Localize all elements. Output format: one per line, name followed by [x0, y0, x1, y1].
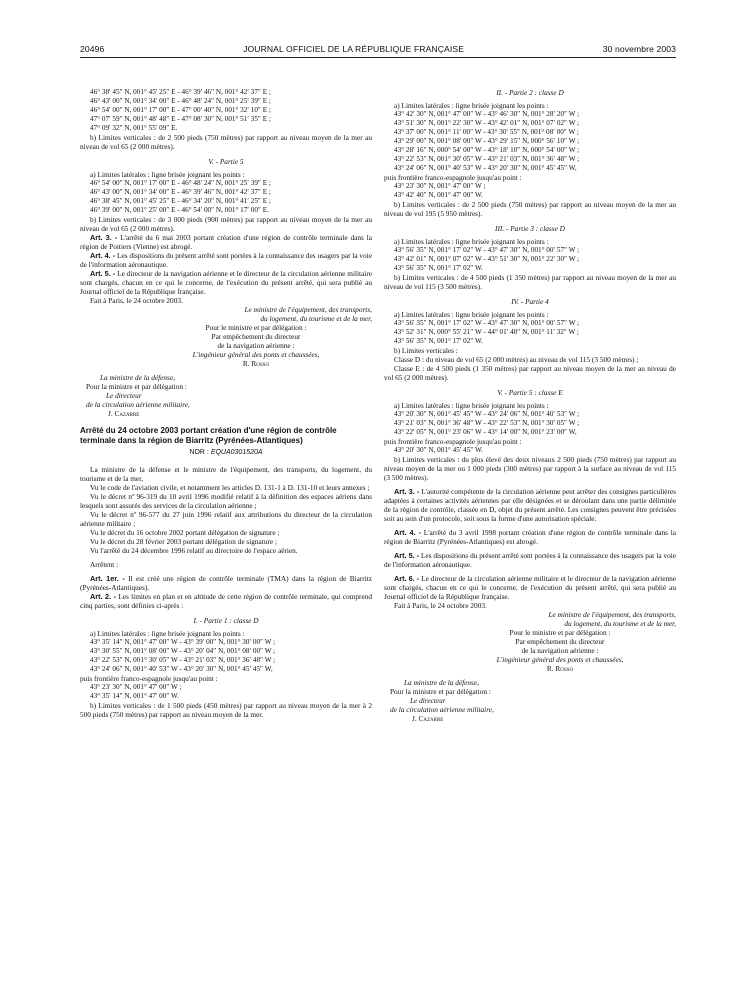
coord-line: 43° 42′ 01″ N, 001° 07′ 02″ W - 43° 51′ 30″ N, 001° 22′ 30″ W ; — [394, 255, 580, 263]
section-heading: IV. - Partie 4 — [511, 297, 549, 306]
signature-delegation: Pour le ministre et par délégation : Par empêchement du directeur de la navigation aérienne : L'ingénieur général des ponts et chaussées, R. Rosso — [384, 628, 676, 673]
section-heading: II. - Partie 2 : classe D — [496, 88, 564, 97]
signature-delegation: Pour le ministre et par délégation : Par empêchement du directeur de la navigation aérienne : L'ingénieur général des ponts et chaussées, R. Rosso — [80, 323, 372, 368]
page-header — [80, 44, 676, 58]
coord-line: 43° 37′ 00″ N, 001° 11′ 00″ W - 43° 30′ 55″ N, 001° 08′ 00″ W ; — [394, 128, 579, 136]
journal-title: JOURNAL OFFICIEL DE LA RÉPUBLIQUE FRANÇAISE — [243, 44, 465, 54]
signature-block-minister: Le ministre de l'équipement, des transports, du logement, du tourisme et de la mer, — [244, 305, 372, 323]
vertical-limits: b) Limites verticales : de 3 000 pieds (900 mètres) par rapport au niveau moyen de la mer au niveau de vol 65 (2 000 mètres). — [80, 215, 372, 233]
section-heading: V. - Partie 5 : classe E — [497, 388, 563, 397]
lateral-limits: a) Limites latérales : ligne brisée joignant les points : — [90, 170, 245, 179]
coord-line: 43° 28′ 16″ N, 000° 54′ 00″ W - 43° 18′ 10″ N, 000° 54′ 00″ W ; — [394, 146, 580, 154]
coord-line: 46° 43′ 00″ N, 001° 34′ 00″ E - 46° 39′ 46″ N, 001° 42′ 37″ E ; — [90, 188, 271, 196]
frontier-line: puis frontière franco-espagnole jusqu'au point : — [384, 173, 522, 182]
section-heading: I. - Partie 1 : classe D — [193, 616, 259, 625]
coord-line: 43° 56′ 35″ N, 001° 17′ 02″ W - 43° 47′ 30″ N, 001° 00′ 57″ W ; — [394, 246, 580, 254]
coord-line: 43° 22′ 53″ N, 001° 30′ 05″ W - 43° 21′ 03″ N, 001° 36′ 48″ W ; — [90, 656, 276, 664]
coord-line: 43° 35′ 14″ N, 001° 47′ 00″ W - 43° 39′ 00″ N, 001° 30′ 00″ W ; — [90, 638, 276, 646]
coord-line: 43° 56′ 35″ N, 001° 17′ 02″ W - 43° 47′ 30″ N, 001° 00′ 57″ W ; — [394, 319, 580, 327]
article-4: Art. 4. - L'arrêté du 3 avril 1998 portant création d'une région de contrôle terminale dans la région de Biarritz (Pyrénées-Atlantiques) est abrogé. — [384, 528, 677, 546]
coord-line: 43° 24′ 06″ N, 001° 40′ 53″ W - 43° 20′ 30″ N, 001° 45′ 45″ W, — [90, 665, 273, 673]
decree-intro: La ministre de la défense et le ministre de l'équipement, des transports, du logement, du tourisme et de la mer, — [80, 465, 372, 483]
article-2: Art. 2. - Les limites en plan et en altitude de cette région de contrôle terminale, qui comprend cinq parties, sont définies ci-après : — [80, 592, 373, 610]
coord-line: 43° 51′ 30″ N, 001° 22′ 30″ W - 43° 42′ 01″ N, 001° 07′ 02″ W ; — [394, 119, 580, 127]
coord-list — [384, 446, 676, 455]
coord-line: 43° 20′ 30″ N, 001° 45′ 45″ W - 43° 24′ 06″ N, 001° 40′ 53″ W ; — [394, 410, 580, 418]
coord-line: 46° 54′ 00″ N, 001° 17′ 00″ E - 47° 00′ 40″ N, 001° 32′ 10″ E ; — [90, 106, 271, 114]
page-number: 20496 — [80, 44, 105, 54]
visa: Vu le code de l'aviation civile, et notamment les articles D. 131-1 à D. 131-10 et leurs annexes ; — [90, 483, 370, 492]
visa: Vu le décret du 28 février 2003 portant délégation de signature ; — [90, 537, 277, 546]
article-5: Art. 5. - Le directeur de la navigation aérienne et le directeur de la circulation aérienne militaire sont chargés, chacun en ce qui le concerne, de l'exécution du présent arrêté, qui sera publié au Journal officiel de la République française. — [80, 269, 372, 296]
coord-list — [80, 88, 372, 133]
lateral-limits: a) Limites latérales : ligne brisée joignant les points : — [90, 629, 245, 638]
decree-title: Arrêté du 24 octobre 2003 portant création d'une région de contrôle terminale dans la région de Biarritz (Pyrénées-Atlantiques) — [80, 426, 337, 445]
coord-line: 43° 56′ 35″ N, 001° 17′ 02″ W. — [394, 264, 483, 272]
coord-line: 43° 23′ 30″ N, 001° 47′ 00″ W ; — [394, 182, 486, 190]
visa: Vu le décret nº 96-319 du 10 avril 1996 modifié relatif à la définition des espaces aériens dans lesquels sont assurés des services de la circulation aérienne ; — [80, 492, 372, 510]
class-e: Classe E : de 4 500 pieds (1 350 mètres) par rapport au niveau moyen de la mer au niveau de vol 65 (2 000 mètres). — [384, 364, 676, 382]
signature-date: Fait à Paris, le 24 octobre 2003. — [394, 601, 487, 610]
coord-list — [384, 182, 676, 200]
article-6: Art. 6. - Le directeur de la circulation aérienne militaire et le directeur de la navigation aérienne sont chargés, chacun en ce qui le concerne, de l'exécution du présent arrêté, qui sera publié au Journal officiel de la République française. — [384, 574, 676, 601]
section-heading: III. - Partie 3 : classe D — [495, 224, 565, 233]
coord-list — [384, 410, 676, 437]
coord-list — [80, 179, 372, 215]
nor-reference: NOR : EQUA0301520A — [189, 449, 263, 456]
coord-line: 43° 24′ 06″ N, 001° 40′ 53″ W - 43° 20′ 30″ N, 001° 45′ 45″ W, — [394, 164, 577, 172]
vertical-limits: b) Limites verticales : — [394, 346, 458, 355]
article-1: Art. 1er. - Il est créé une région de contrôle terminale (TMA) dans la région de Biarritz (Pyrénées-Atlantiques). — [80, 574, 372, 592]
vertical-limits: b) Limites verticales : de 4 500 pieds (1 350 mètres) par rapport au niveau moyen de la mer au niveau de vol 115 (3 500 mètres). — [384, 273, 676, 291]
signature-block-minister: Le ministre de l'équipement, des transports, du logement, du tourisme et de la mer, — [548, 610, 676, 628]
vertical-limits: b) Limites verticales : du plus élevé des deux niveaux 2 500 pieds (750 mètres) par rapport au niveau moyen de la mer ou 1 000 pieds (300 mètres) par rapport à la surface au niveau de vol 115 (3 500 mètres). — [384, 455, 676, 482]
lateral-limits: a) Limites latérales : ligne brisée joignant les points : — [394, 237, 549, 246]
article-3: Art. 3. - L'autorité compétente de la circulation aérienne peut arrêter des consignes particulières adaptées à certaines activités aériennes par elle désignées et se déroulant dans une partie délimitée de la région de contrôle, classée en D, objet du présent arrêté. Les consignes peuvent être précisées soit au sein d'un protocole, soit sous la forme d'une autorisation spéciale. — [384, 487, 677, 523]
coord-line: 43° 56′ 35″ N, 001° 17′ 02″ W. — [394, 337, 483, 345]
article-4: Art. 4. - Les dispositions du présent arrêté sont portées à la connaissance des usagers par la voie de l'information aéronautique. — [80, 251, 372, 269]
coord-line: 43° 29′ 00″ N, 001° 08′ 00″ W - 43° 29′ 15″ N, 000° 56′ 10″ W ; — [394, 137, 580, 145]
vertical-limits: b) Limites verticales : de 2 500 pieds (750 mètres) par rapport au niveau moyen de la mer au niveau de vol 195 (5 950 mètres). — [384, 200, 676, 218]
coord-line: 43° 22′ 53″ N, 001° 30′ 05″ W - 43° 21′ 03″ N, 001° 36′ 48″ W ; — [394, 155, 580, 163]
coord-list — [80, 683, 372, 701]
coord-line: 47° 09′ 32″ N, 001° 55′ 09″ E. — [90, 124, 178, 132]
coord-list — [384, 246, 676, 273]
vertical-limits: b) Limites verticales : de 2 500 pieds (750 mètres) par rapport au niveau moyen de la mer au niveau de vol 65 (2 000 mètres). — [80, 133, 372, 151]
article-3: Art. 3. - L'arrêté du 6 mai 2003 portant création d'une région de contrôle terminale dans la région de Poitiers (Vienne) est abrogé. — [80, 233, 372, 251]
left-column — [80, 88, 372, 723]
class-d: Classe D : du niveau de vol 65 (2 000 mètres) au niveau de vol 115 (3 500 mètres) ; — [394, 355, 639, 364]
section-heading: V. - Partie 5 — [208, 157, 244, 166]
text-columns — [80, 88, 676, 723]
coord-line: 46° 39′ 00″ N, 001° 25′ 00″ E - 46° 54′ 00″ N, 001° 17′ 00″ E. — [90, 206, 269, 214]
signature-block-defense: La ministre de la défense, Pour la ministre et par délégation : Le directeur de la circulation aérienne militaire, J. Cazarre — [384, 678, 676, 723]
vertical-limits: b) Limites verticales : de 1 500 pieds (450 mètres) par rapport au niveau moyen de la mer à 2 500 pieds (750 mètres) par rapport au niveau moyen de la mer. — [80, 701, 372, 719]
lateral-limits: a) Limites latérales : ligne brisée joignant les points : — [394, 101, 549, 110]
right-column — [384, 88, 676, 723]
signatory-name: J. Cazarre — [412, 714, 444, 723]
article-5: Art. 5. - Les dispositions du présent arrêté sont portées à la connaissance des usagers par la voie de l'information aéronautique. — [384, 551, 676, 569]
coord-line: 43° 42′ 40″ N, 001° 47′ 00″ W. — [394, 191, 483, 199]
signatory-name: J. Cazarre — [108, 409, 140, 418]
coord-line: 43° 22′ 05″ N, 001° 23′ 06″ W - 43° 14′ 00″ N, 001° 23′ 00″ W, — [394, 428, 577, 436]
signatory-name: R. Rosso — [546, 664, 574, 673]
arretent: Arrêtent : — [90, 560, 119, 569]
coord-line: 43° 35′ 14″ N, 001° 47′ 00″ W. — [90, 692, 179, 700]
frontier-line: puis frontière franco-espagnole jusqu'au point : — [80, 674, 218, 683]
coord-line: 46° 38′ 45″ N, 001° 45′ 25″ E - 46° 39′ 46″ N, 001° 42′ 37″ E ; — [90, 88, 271, 96]
coord-line: 47° 07′ 59″ N, 001° 48′ 48″ E - 47° 08′ 30″ N, 001° 51′ 35″ E ; — [90, 115, 271, 123]
coord-line: 43° 42′ 30″ N, 001° 47′ 00″ W - 43° 46′ 30″ N, 001° 28′ 20″ W ; — [394, 110, 580, 118]
visa: Vu le décret du 16 octobre 2002 portant délégation de signature ; — [90, 528, 280, 537]
signature-date: Fait à Paris, le 24 octobre 2003. — [90, 296, 183, 305]
coord-line: 43° 52′ 31″ N, 000° 55′ 21″ W - 44° 01′ 40″ N, 001° 11′ 32″ W ; — [394, 328, 579, 336]
coord-list — [384, 110, 676, 173]
coord-line: 46° 43′ 00″ N, 001° 34′ 00″ E - 46° 48′ 24″ N, 001° 25′ 39″ E ; — [90, 97, 271, 105]
visa: Vu l'arrêté du 24 décembre 1996 relatif au directoire de l'espace aérien. — [90, 546, 298, 555]
lateral-limits: a) Limites latérales : ligne brisée joignant les points : — [394, 401, 549, 410]
frontier-line: puis frontière franco-espagnole jusqu'au point : — [384, 437, 522, 446]
coord-list — [80, 638, 372, 674]
coord-line: 46° 38′ 45″ N, 001° 45′ 25″ E - 46° 34′ 20″ N, 001° 41′ 25″ E ; — [90, 197, 271, 205]
coord-line: 43° 23′ 30″ N, 001° 47′ 00″ W ; — [90, 683, 182, 691]
issue-date: 30 novembre 2003 — [602, 44, 676, 54]
signature-block-defense: La ministre de la défense, Pour la ministre et par délégation : Le directeur de la circulation aérienne militaire, J. Cazarre — [80, 373, 372, 418]
signatory-name: R. Rosso — [242, 359, 270, 368]
coord-line: 46° 54′ 00″ N, 001° 17′ 00″ E - 46° 48′ 24″ N, 001° 25′ 39″ E ; — [90, 179, 271, 187]
visa: Vu le décret nº 96-577 du 27 juin 1996 relatif aux attributions du directeur de la circulation aérienne militaire ; — [80, 510, 372, 528]
coord-line: 43° 20′ 30″ N, 001° 45′ 45″ W. — [394, 446, 483, 454]
lateral-limits: a) Limites latérales : ligne brisée joignant les points : — [394, 310, 549, 319]
coord-list — [384, 319, 676, 346]
coord-line: 43° 21′ 03″ N, 001° 36′ 48″ W - 43° 22′ 53″ N, 001° 30′ 05″ W ; — [394, 419, 580, 427]
coord-line: 43° 30′ 55″ N, 001° 08′ 00″ W - 43° 20′ 04″ N, 001° 08′ 00″ W ; — [90, 647, 276, 655]
